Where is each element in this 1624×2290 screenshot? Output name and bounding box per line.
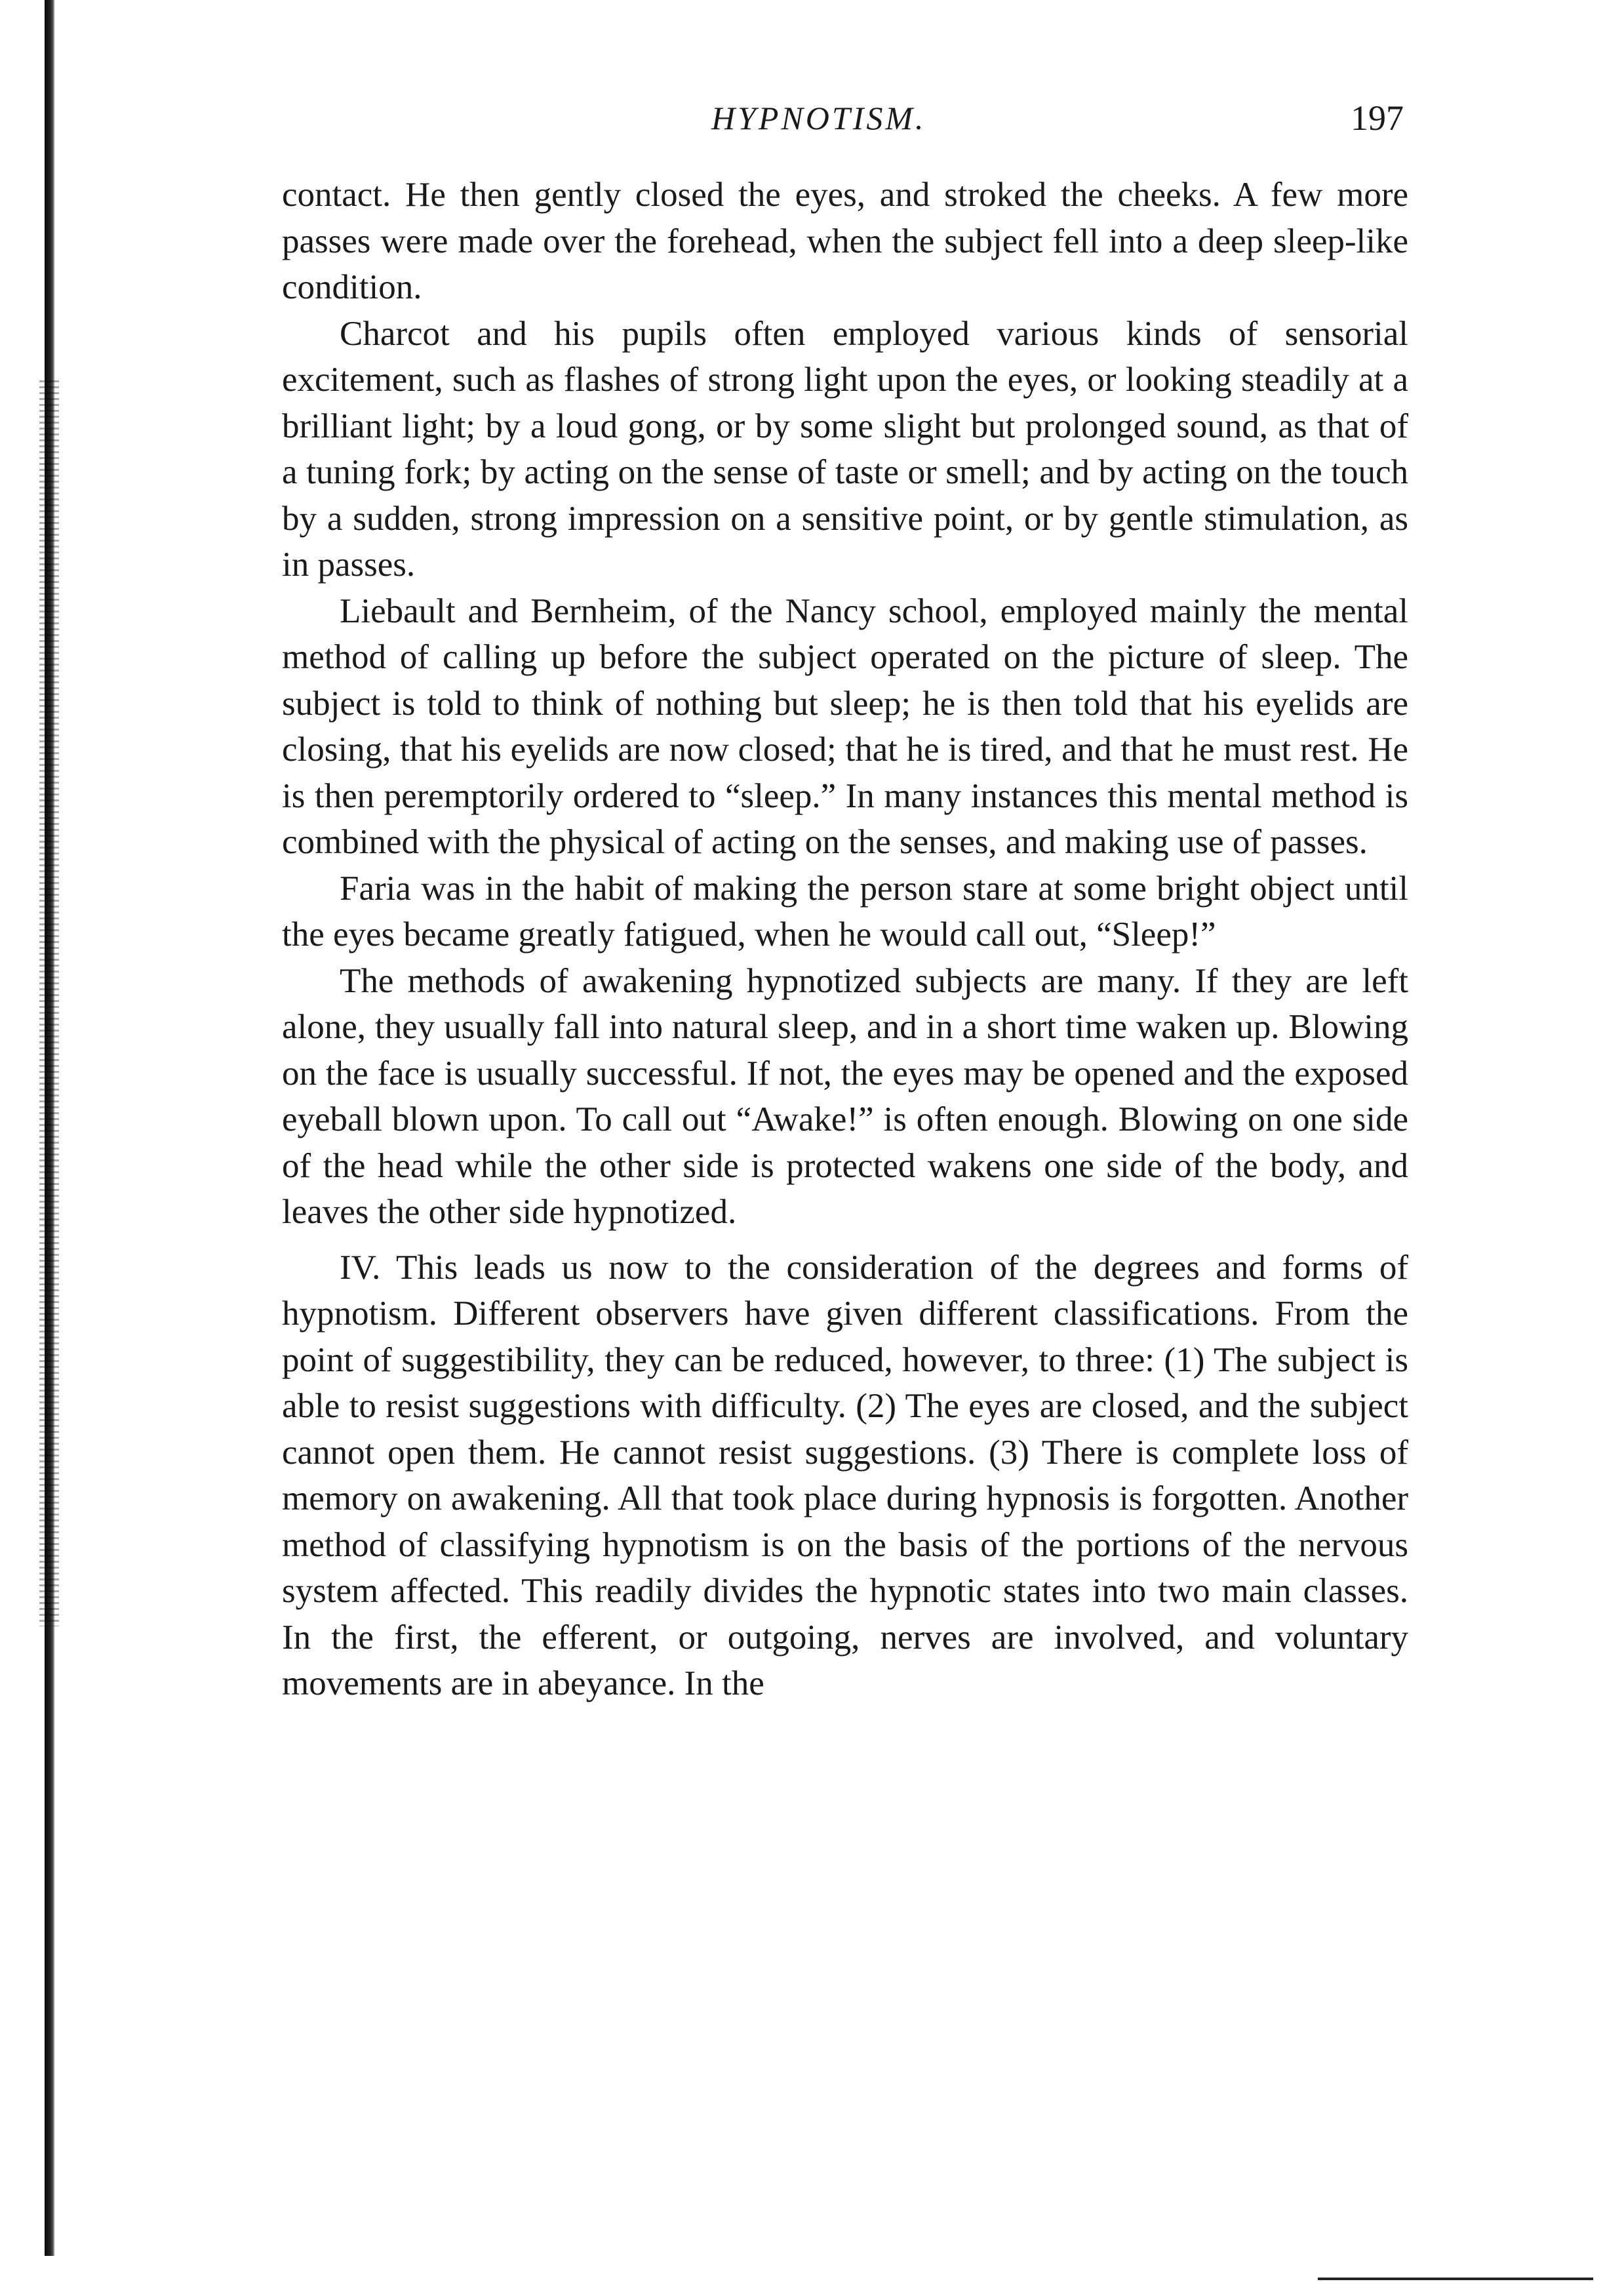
page-header [0,92,1624,144]
body-text [282,172,1408,1707]
paragraph-charcot: Charcot and his pupils often employed various kinds of sensorial excitement, such as flashes of strong light upon the eyes, or looking steadily at a brilliant light; by a loud gong, or by some slight but prolonged sound, as that of a tuning fork; by acting on the sense of taste or smell; and by acting on the touch by a sudden, strong impression on a sensitive point, or by gentle stimulation, as in passes. [282,314,1408,584]
binding-edge-texture [39,380,59,1626]
paragraph-liebault-bernheim: Liebault and Bernheim, of the Nancy school, employed mainly the mental method of calling up before the subject operated on the picture of sleep. The subject is told to think of nothing but sleep; he is then told that his eyelids are closing, that his eyelids are now closed; that he is tired, and that he must rest. He is then peremptorily ordered to “sleep.” In many instances this mental method is combined with the physical of acting on the senses, and making use of passes. [282,592,1408,861]
paragraph-awakening: The methods of awakening hypnotized subjects are many. If they are left alone, they usually fall into natural sleep, and in a short time waken up. Blowing on the face is usually successful. If not, the eyes may be opened and the exposed eyeball blown upon. To call out “Awake!” is often enough. Blowing on one side of the head while the other side is protected wakens one side of the body, and leaves the other side hypnotized. [282,961,1408,1231]
bottom-rule [1318,2278,1593,2280]
paragraph-faria: Faria was in the habit of making the person stare at some bright object until the eyes became greatly fatigued, when he would call out, “Sleep!” [282,869,1408,954]
paragraph-section-iv: IV. This leads us now to the consideration of the degrees and forms of hypnotism. Different observers have given different classifications. From the point of suggestibility, they can be reduced, however, to three: (1) The subject is able to resist suggestions with difficulty. (2) The eyes are closed, and the subject cannot open them. He cannot resist suggestions. (3) There is complete loss of memory on awakening. All that took place during hypnosis is forgotten. Another method of classifying hypnotism is on the basis of the portions of the nervous system affected. This readily divides the hypnotic states into two main classes. In the first, the efferent, or outgoing, nerves are involved, and voluntary movements are in abeyance. In the [282,1248,1408,1702]
running-title: HYPNOTISM. [711,100,926,136]
paragraph-continuation: contact. He then gently closed the eyes, and stroked the cheeks. A few more passes were made over the forehead, when the subject fell into a deep sleep-like condition. [282,176,1408,306]
page-number: 197 [1351,98,1404,138]
